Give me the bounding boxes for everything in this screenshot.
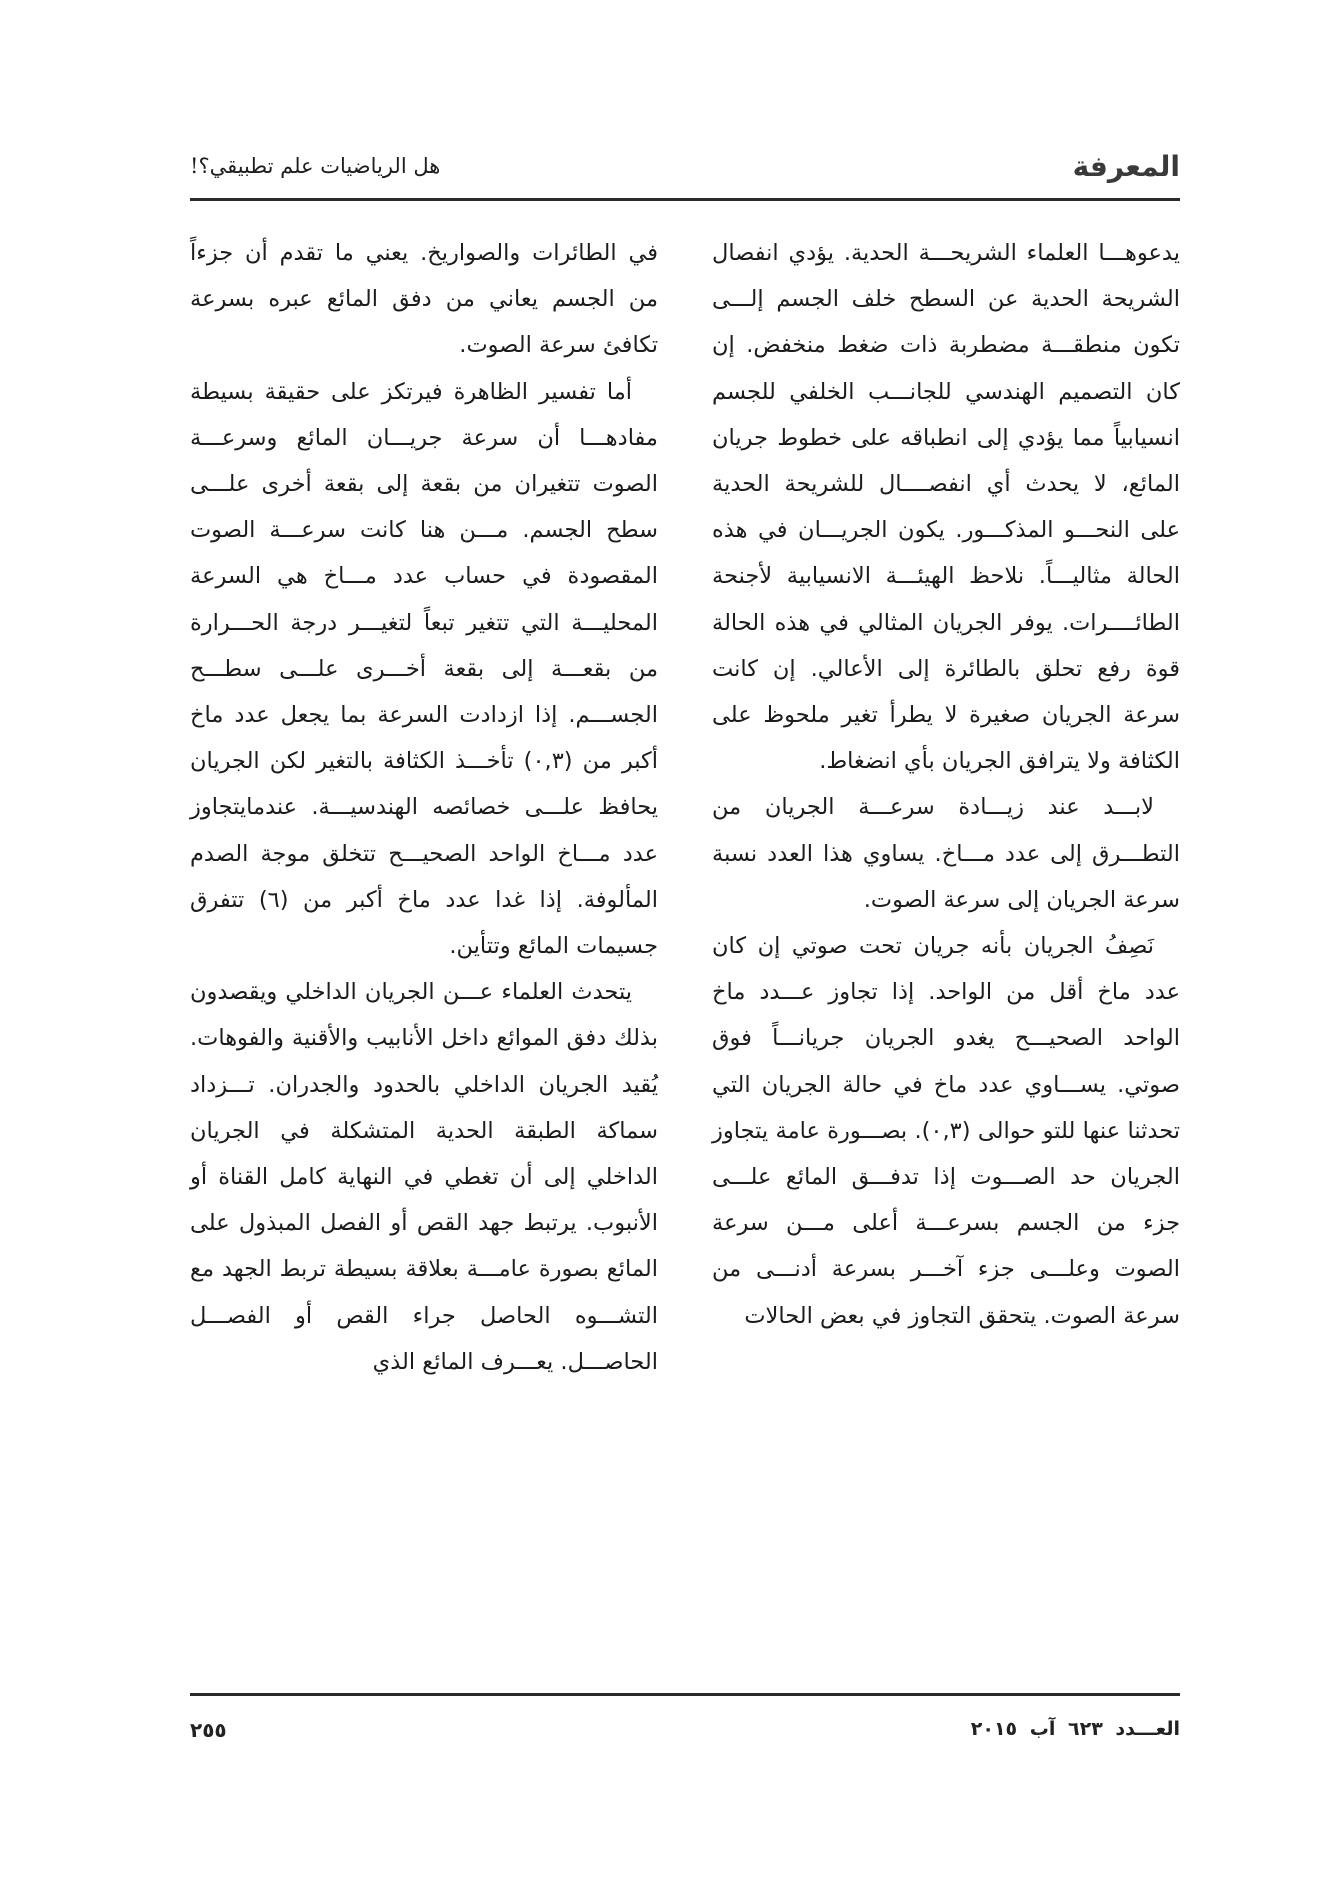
header-divider xyxy=(190,198,1180,201)
paragraph: نَصِفُ الجريان بأنه جريان تحت صوتي إن كان عدد ماخ أقل من الواحد. إذا تجاوز عـــدد ماخ الواحد الصحيـــح يغدو الجريان جريانـــاً فوق صوتي. يســـاوي عدد ماخ في حالة الجريان التي تحدثنا عنها للتو حوالى (٠,٣). بصـــورة عامة يتجاوز الجريان حد الصـــوت إذا تدفـــق المائع علـــى جزء من الجسم بسرعـــة أعلى مـــن سرعة الصوت وعلـــى جزء آخـــر بسرعة أدنـــى من سرعة الصوت. يتحقق التجاوز في بعض الحالات xyxy=(712,933,1180,1329)
magazine-masthead: المعرفة xyxy=(1072,150,1180,183)
paragraph: لابـــد عند زيـــادة سرعـــة الجريان من التطـــرق إلى عدد مـــاخ. يساوي هذا العدد نسبة سرعة الجريان إلى سرعة الصوت. xyxy=(712,794,1180,913)
running-article-title: هل الرياضيات علم تطبيقي؟! xyxy=(190,154,441,178)
footer-divider xyxy=(190,1693,1180,1696)
paragraph: في الطائرات والصواريخ. يعني ما تقدم أن جزءاً من الجسم يعاني من دفق المائع عبره بسرعة تكافئ سرعة الصوت. xyxy=(190,240,658,359)
page-footer xyxy=(190,1718,1180,1752)
paragraph: يتحدث العلماء عـــن الجريان الداخلي ويقصدون بذلك دفق الموائع داخل الأنابيب والأقنية والفوهات. يُقيد الجريان الداخلي بالحدود والجدران. تـــزداد سماكة الطبقة الحدية المتشكلة في الجريان الداخلي إلى أن تغطي في النهاية كامل القناة أو الأنبوب. يرتبط جهد القص أو الفصل المبذول على المائع بصورة عامـــة بعلاقة بسيطة تربط الجهد مع التشـــوه الحاصل جراء القص أو الفصـــل الحاصـــل. يعـــرف المائع الذي xyxy=(190,979,658,1375)
text-column-right xyxy=(712,230,1180,1339)
paragraph: أما تفسير الظاهرة فيرتكز على حقيقة بسيطة مفادهـــا أن سرعة جريـــان المائع وسرعـــة الصوت تتغيران من بقعة إلى بقعة أخرى علـــى سطح الجسم. مـــن هنا كانت سرعـــة الصوت المقصودة في حساب عدد مـــاخ هي السرعة المحليـــة التي تتغير تبعاً لتغيـــر درجة الحـــرارة من بقعـــة إلى بقعة أخـــرى علـــى سطـــح الجســـم. إذا ازدادت السرعة بما يجعل عدد ماخ أكبر من (٠,٣) تأخـــذ الكثافة بالتغير لكن الجريان يحافظ علـــى خصائصه الهندسيـــة. عندمايتجاوز عدد مـــاخ الواحد الصحيـــح تتخلق موجة الصدم المألوفة. إذا غدا عدد ماخ أكبر من (٦) تتفرق جسيمات المائع وتتأين. xyxy=(190,378,658,960)
text-column-left xyxy=(190,230,658,1385)
paragraph: يدعوهـــا العلماء الشريحـــة الحدية. يؤدي انفصال الشريحة الحدية عن السطح خلف الجسم إلـــى تكون منطقـــة مضطربة ذات ضغط منخفض. إن كان التصميم الهندسي للجانـــب الخلفي للجسم انسيابياً مما يؤدي إلى انطباقه على خطوط جريان المائع، لا يحدث أي انفصــــال للشريحة الحدية على النحـــو المذكـــور. يكون الجريـــان في هذه الحالة مثاليـــاً. نلاحظ الهيئـــة الانسيابية لأجنحة الطائــــرات. يوفر الجريان المثالي في هذه الحالة قوة رفع تحلق بالطائرة إلى الأعالي. إن كانت سرعة الجريان صغيرة لا يطرأ تغير ملحوظ على الكثافة ولا يترافق الجريان بأي انضغاط. xyxy=(712,240,1180,775)
page-header xyxy=(190,150,1180,194)
issue-info: العـــدد ٦٢٣ آب ٢٠١٥ xyxy=(970,1718,1180,1740)
page-number: ٢٥٥ xyxy=(190,1718,227,1742)
